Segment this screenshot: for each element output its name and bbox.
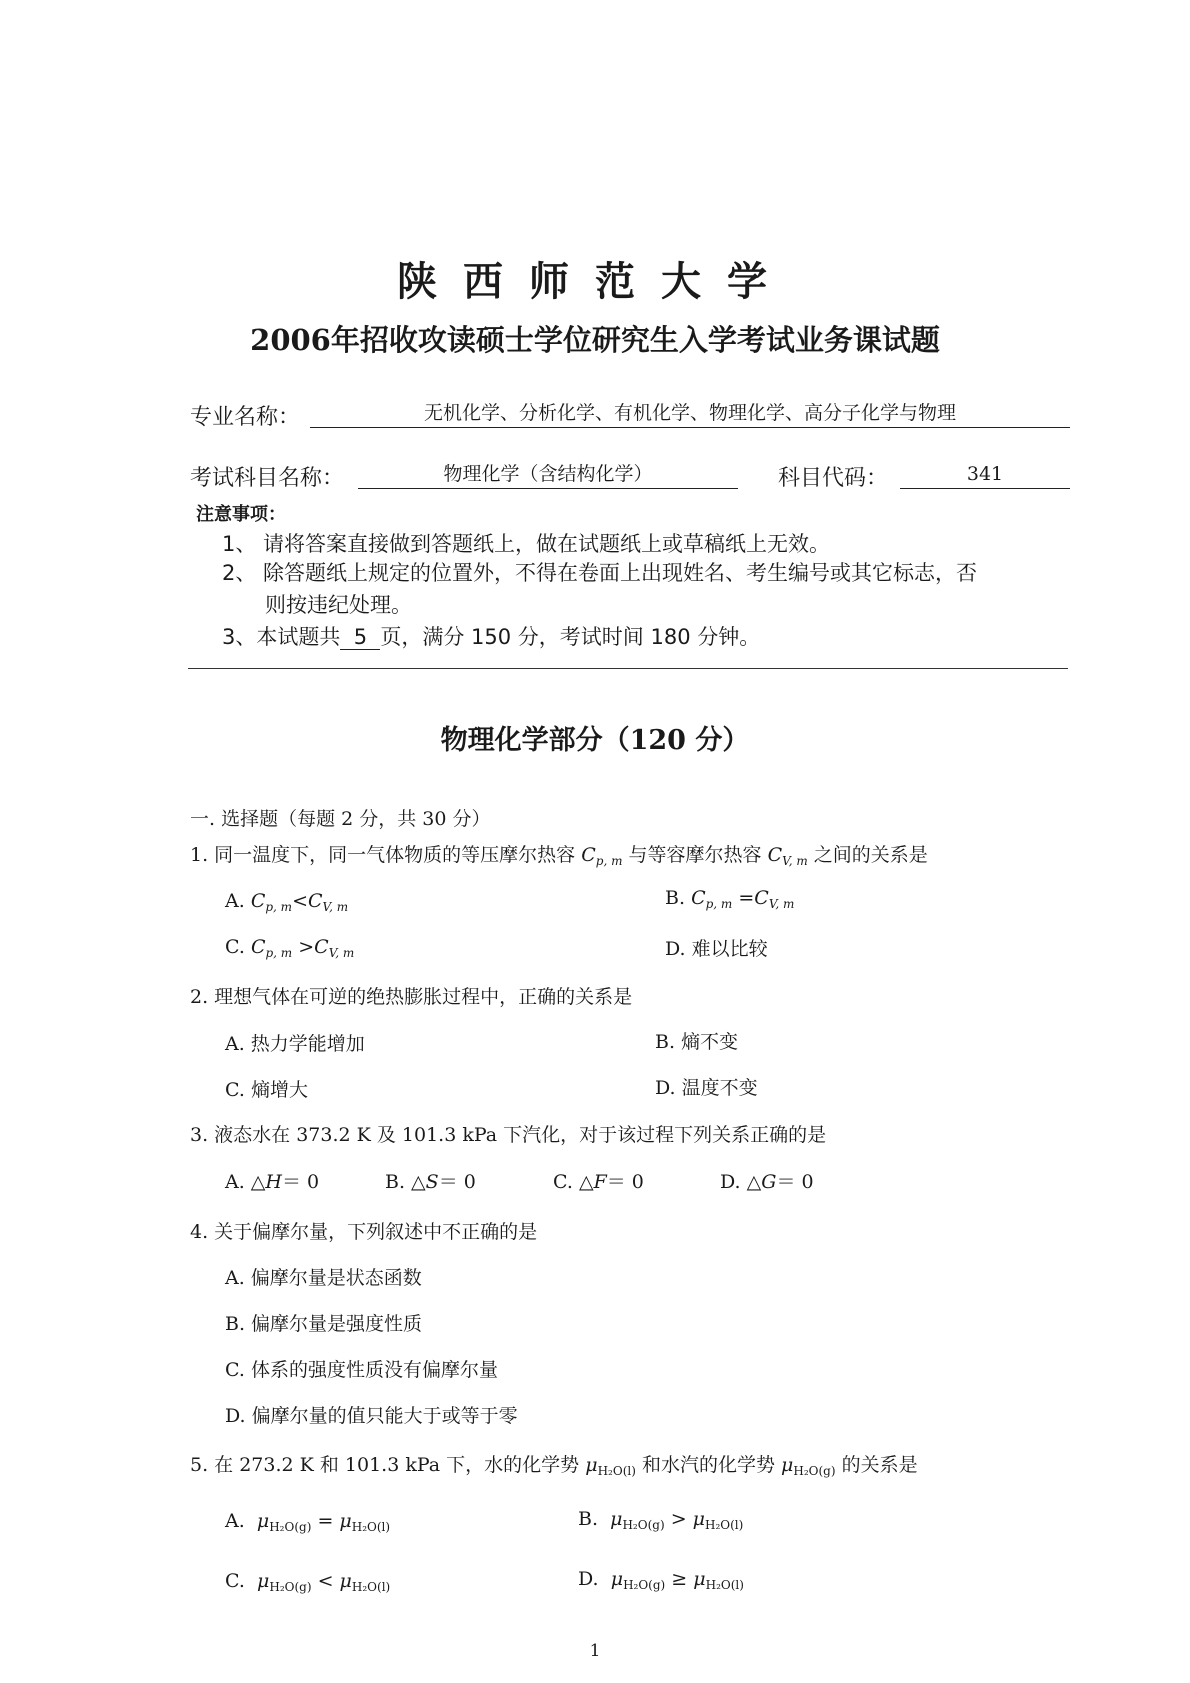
q4-option-d: D. 偏摩尔量的值只能大于或等于零	[225, 1405, 518, 1427]
q3-option-d: D. △G＝ 0	[720, 1171, 814, 1193]
q5-option-d: D. $\mu_{H_2O(g)} \ge \mu_{H_2O(l)}$	[578, 1568, 744, 1592]
q1-stem: 1. 同一温度下，同一气体物质的等压摩尔热容 $C_{p, m}$ 与等容摩尔热容 $C_{V, m}$ 之间的关系是	[190, 844, 928, 868]
q1-option-b: B. $C_{p, m} =C_{V, m}$	[665, 887, 795, 911]
q1-option-a: A. $C_{p, m}<C_{V, m}$	[225, 890, 349, 914]
part1-title: 一. 选择题（每题 2 分，共 30 分）	[190, 808, 491, 830]
subject-value: 物理化学（含结构化学）	[358, 461, 738, 489]
university-name: 陕西师范大学	[397, 258, 793, 305]
page-number: 1	[589, 1641, 601, 1661]
q2-option-b: B. 熵不变	[655, 1031, 739, 1053]
q3-option-a: A. △H＝ 0	[225, 1171, 320, 1193]
q4-option-c: C. 体系的强度性质没有偏摩尔量	[225, 1359, 498, 1381]
q3-option-b: B. △S＝ 0	[385, 1171, 476, 1193]
q4-option-b: B. 偏摩尔量是强度性质	[225, 1313, 423, 1335]
subject-label: 考试科目名称：	[190, 466, 345, 491]
q3-option-c: C. △F＝ 0	[553, 1171, 644, 1193]
q4-option-a: A. 偏摩尔量是状态函数	[225, 1267, 422, 1289]
notes-heading: 注意事项：	[196, 504, 286, 525]
note-3: 3、本试题共 5 页，满分 150 分，考试时间 180 分钟。	[222, 625, 761, 649]
q1-option-c: C. $C_{p, m} >C_{V, m}$	[225, 936, 355, 960]
q3-stem: 3. 液态水在 373.2 K 及 101.3 kPa 下汽化，对于该过程下列关系正确的是	[190, 1124, 827, 1146]
q2-option-c: C. 熵增大	[225, 1079, 308, 1101]
note-2-line2: 则按违纪处理。	[265, 593, 412, 617]
note-2-line1: 2、 除答题纸上规定的位置外，不得在卷面上出现姓名、考生编号或其它标志，否	[222, 561, 978, 585]
q4-stem: 4. 关于偏摩尔量，下列叙述中不正确的是	[190, 1221, 538, 1243]
note-1: 1、 请将答案直接做到答题纸上，做在试题纸上或草稿纸上无效。	[222, 532, 831, 556]
code-value: 341	[900, 461, 1070, 489]
q2-option-a: A. 热力学能增加	[225, 1033, 365, 1055]
major-value: 无机化学、分析化学、有机化学、物理化学、高分子化学与物理	[310, 400, 1070, 428]
page-count: 5	[340, 625, 380, 650]
q5-option-c: C. $\mu_{H_2O(g)} < \mu_{H_2O(l)}$	[225, 1570, 391, 1594]
exam-title: 2006年招收攻读硕士学位研究生入学考试业务课试题	[250, 323, 940, 357]
q1-option-d: D. 难以比较	[665, 938, 768, 960]
code-label: 科目代码：	[778, 466, 889, 491]
section-title: 物理化学部分（120 分）	[440, 725, 750, 756]
q5-stem: 5. 在 273.2 K 和 101.3 kPa 下，水的化学势 $\mu_{H_2O(l)}$ 和水汽的化学势 $\mu_{H_2O(g)}$ 的关系是	[190, 1454, 918, 1478]
q5-option-a: A. $\mu_{H_2O(g)} = \mu_{H_2O(l)}$	[225, 1510, 391, 1534]
major-label: 专业名称：	[190, 405, 301, 430]
q2-option-d: D. 温度不变	[655, 1077, 758, 1099]
divider	[188, 668, 1068, 669]
q2-stem: 2. 理想气体在可逆的绝热膨胀过程中，正确的关系是	[190, 986, 633, 1008]
q5-option-b: B. $\mu_{H_2O(g)} > \mu_{H_2O(l)}$	[578, 1508, 744, 1532]
